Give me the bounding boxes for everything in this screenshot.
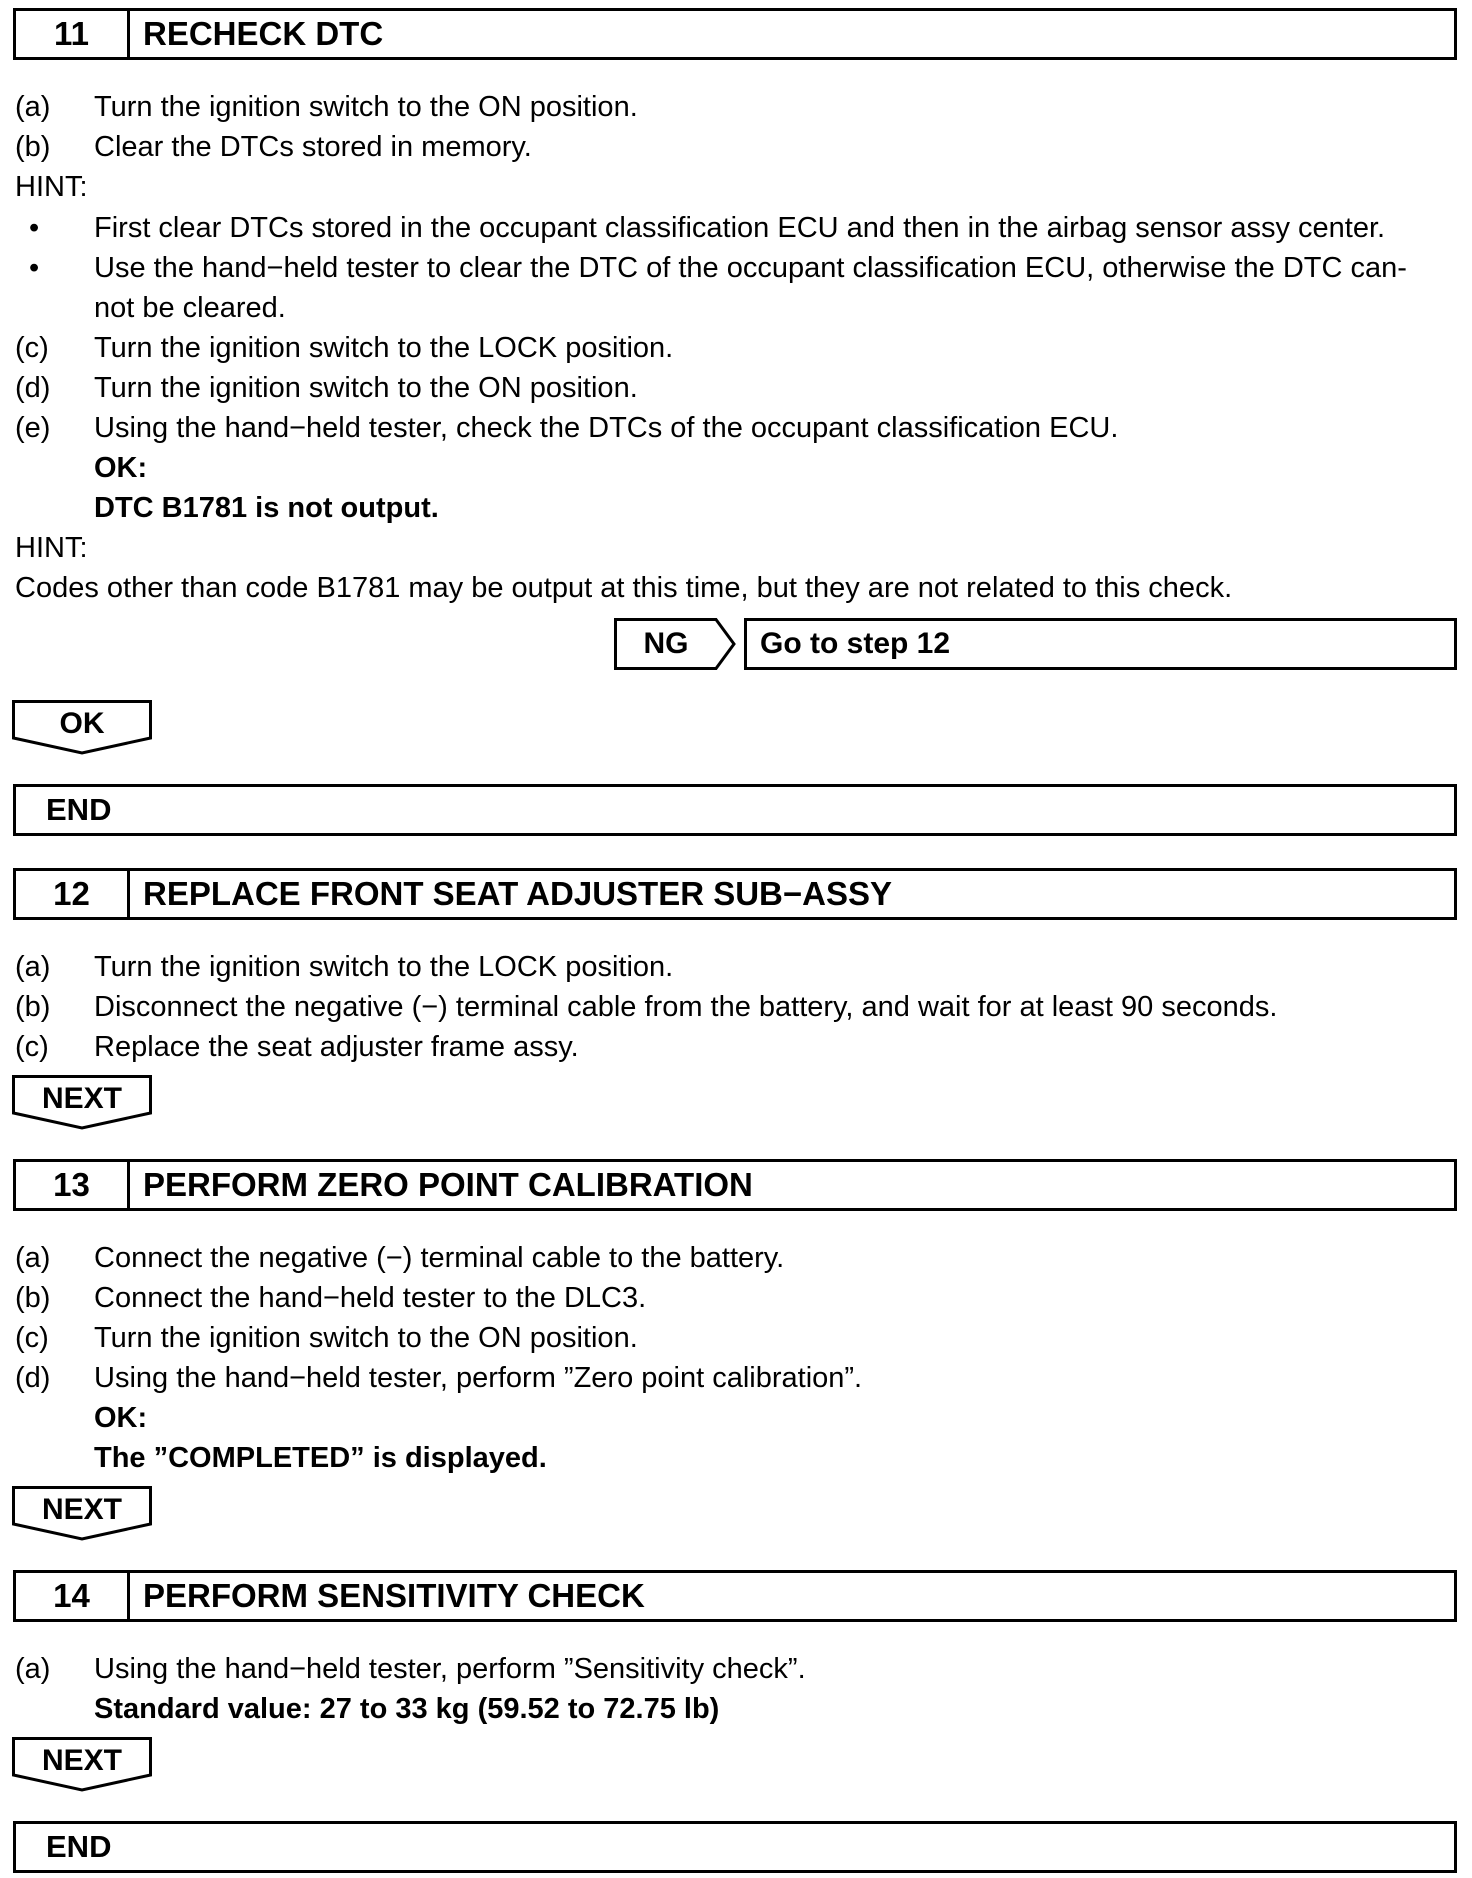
hint-label: HINT:	[15, 171, 88, 203]
item-label: (c)	[15, 332, 49, 364]
step-title: PERFORM SENSITIVITY CHECK	[143, 1577, 645, 1614]
step-title: REPLACE FRONT SEAT ADJUSTER SUB−ASSY	[143, 875, 893, 912]
bullet-icon: •	[29, 212, 40, 244]
step-number: 14	[16, 1573, 130, 1619]
hint-bullet-1: First clear DTCs stored in the occupant classification ECU and then in the airbag sensor assy center.	[94, 212, 1386, 244]
item-text: Turn the ignition switch to the ON position.	[94, 372, 638, 404]
item-label: (a)	[15, 91, 51, 123]
item-label: (b)	[15, 991, 51, 1023]
item-text: Connect the hand−held tester to the DLC3.	[94, 1282, 647, 1314]
step-13-item-b	[15, 1281, 646, 1315]
item-text: Turn the ignition switch to the LOCK position.	[94, 951, 674, 983]
step-number: 12	[16, 871, 130, 917]
item-label: (e)	[15, 412, 51, 444]
step-12-item-c	[15, 1030, 579, 1064]
item-label: (d)	[15, 1362, 51, 1394]
ok-button-label: OK	[59, 707, 105, 740]
next-button-label: NEXT	[41, 1744, 122, 1777]
item-text: Turn the ignition switch to the LOCK position.	[94, 332, 674, 364]
item-label: (a)	[15, 951, 51, 983]
next-button-label: NEXT	[41, 1082, 122, 1115]
item-text: Clear the DTCs stored in memory.	[94, 131, 532, 163]
step-12-header	[13, 868, 1457, 920]
item-text: Turn the ignition switch to the ON position.	[94, 91, 638, 123]
end-box: END	[13, 1821, 1457, 1873]
ok-label: OK:	[94, 452, 148, 484]
step-11-item-b	[15, 130, 532, 164]
bullet-icon: •	[29, 252, 40, 284]
next-button[interactable]	[12, 1486, 152, 1541]
ng-target-link[interactable]: Go to step 12	[744, 618, 1457, 670]
step-title: PERFORM ZERO POINT CALIBRATION	[143, 1166, 753, 1203]
next-button-label: NEXT	[41, 1493, 122, 1526]
step-11-item-d	[15, 371, 638, 405]
step-11-item-a	[15, 90, 638, 124]
step-13-item-d	[15, 1361, 862, 1395]
step-11-item-e	[15, 411, 1118, 445]
ok-button[interactable]	[12, 700, 152, 755]
hint-label: HINT:	[15, 532, 88, 564]
step-14-header	[13, 1570, 1457, 1622]
item-text: Turn the ignition switch to the ON position.	[94, 1322, 638, 1354]
step-11-item-c	[15, 331, 673, 365]
step-14-item-a	[15, 1652, 806, 1686]
ng-label: NG	[643, 627, 689, 660]
item-text: Replace the seat adjuster frame assy.	[94, 1031, 579, 1063]
standard-value: Standard value: 27 to 33 kg (59.52 to 72.75 lb)	[94, 1693, 720, 1725]
end-box: END	[13, 784, 1457, 836]
item-label: (a)	[15, 1653, 51, 1685]
item-label: (b)	[15, 1282, 51, 1314]
item-label: (d)	[15, 372, 51, 404]
step-12-item-b	[15, 990, 1277, 1024]
item-label: (c)	[15, 1322, 49, 1354]
step-title: RECHECK DTC	[143, 15, 384, 52]
next-button[interactable]	[12, 1737, 152, 1792]
item-label: (c)	[15, 1031, 49, 1063]
item-text: Using the hand−held tester, check the DTCs of the occupant classification ECU.	[94, 412, 1119, 444]
step-13-item-a	[15, 1241, 784, 1275]
item-text: Using the hand−held tester, perform ”Zero point calibration”.	[94, 1362, 863, 1394]
ok-label: OK:	[94, 1402, 148, 1434]
step-13-item-c	[15, 1321, 638, 1355]
item-label: (a)	[15, 1242, 51, 1274]
hint-bullet-2-line-1: Use the hand−held tester to clear the DTC of the occupant classification ECU, otherwise the DTC can-	[94, 252, 1407, 284]
item-text: Connect the negative (−) terminal cable to the battery.	[94, 1242, 785, 1274]
step-number: 13	[16, 1162, 130, 1208]
step-number: 11	[16, 11, 130, 57]
step-12-item-a	[15, 950, 673, 984]
hint-bullet-2-line-2: not be cleared.	[94, 292, 286, 324]
item-text: Using the hand−held tester, perform ”Sensitivity check”.	[94, 1653, 806, 1685]
ng-branch	[614, 618, 1457, 670]
step-11-header	[13, 8, 1457, 60]
ng-button[interactable]	[614, 618, 736, 670]
step-13-header	[13, 1159, 1457, 1211]
ok-criteria: DTC B1781 is not output.	[94, 492, 439, 524]
next-button[interactable]	[12, 1075, 152, 1130]
hint-text: Codes other than code B1781 may be output at this time, but they are not related to this check.	[15, 572, 1233, 604]
item-text: Disconnect the negative (−) terminal cable from the battery, and wait for at least 90 seconds.	[94, 991, 1278, 1023]
item-label: (b)	[15, 131, 51, 163]
ok-criteria: The ”COMPLETED” is displayed.	[94, 1442, 547, 1474]
